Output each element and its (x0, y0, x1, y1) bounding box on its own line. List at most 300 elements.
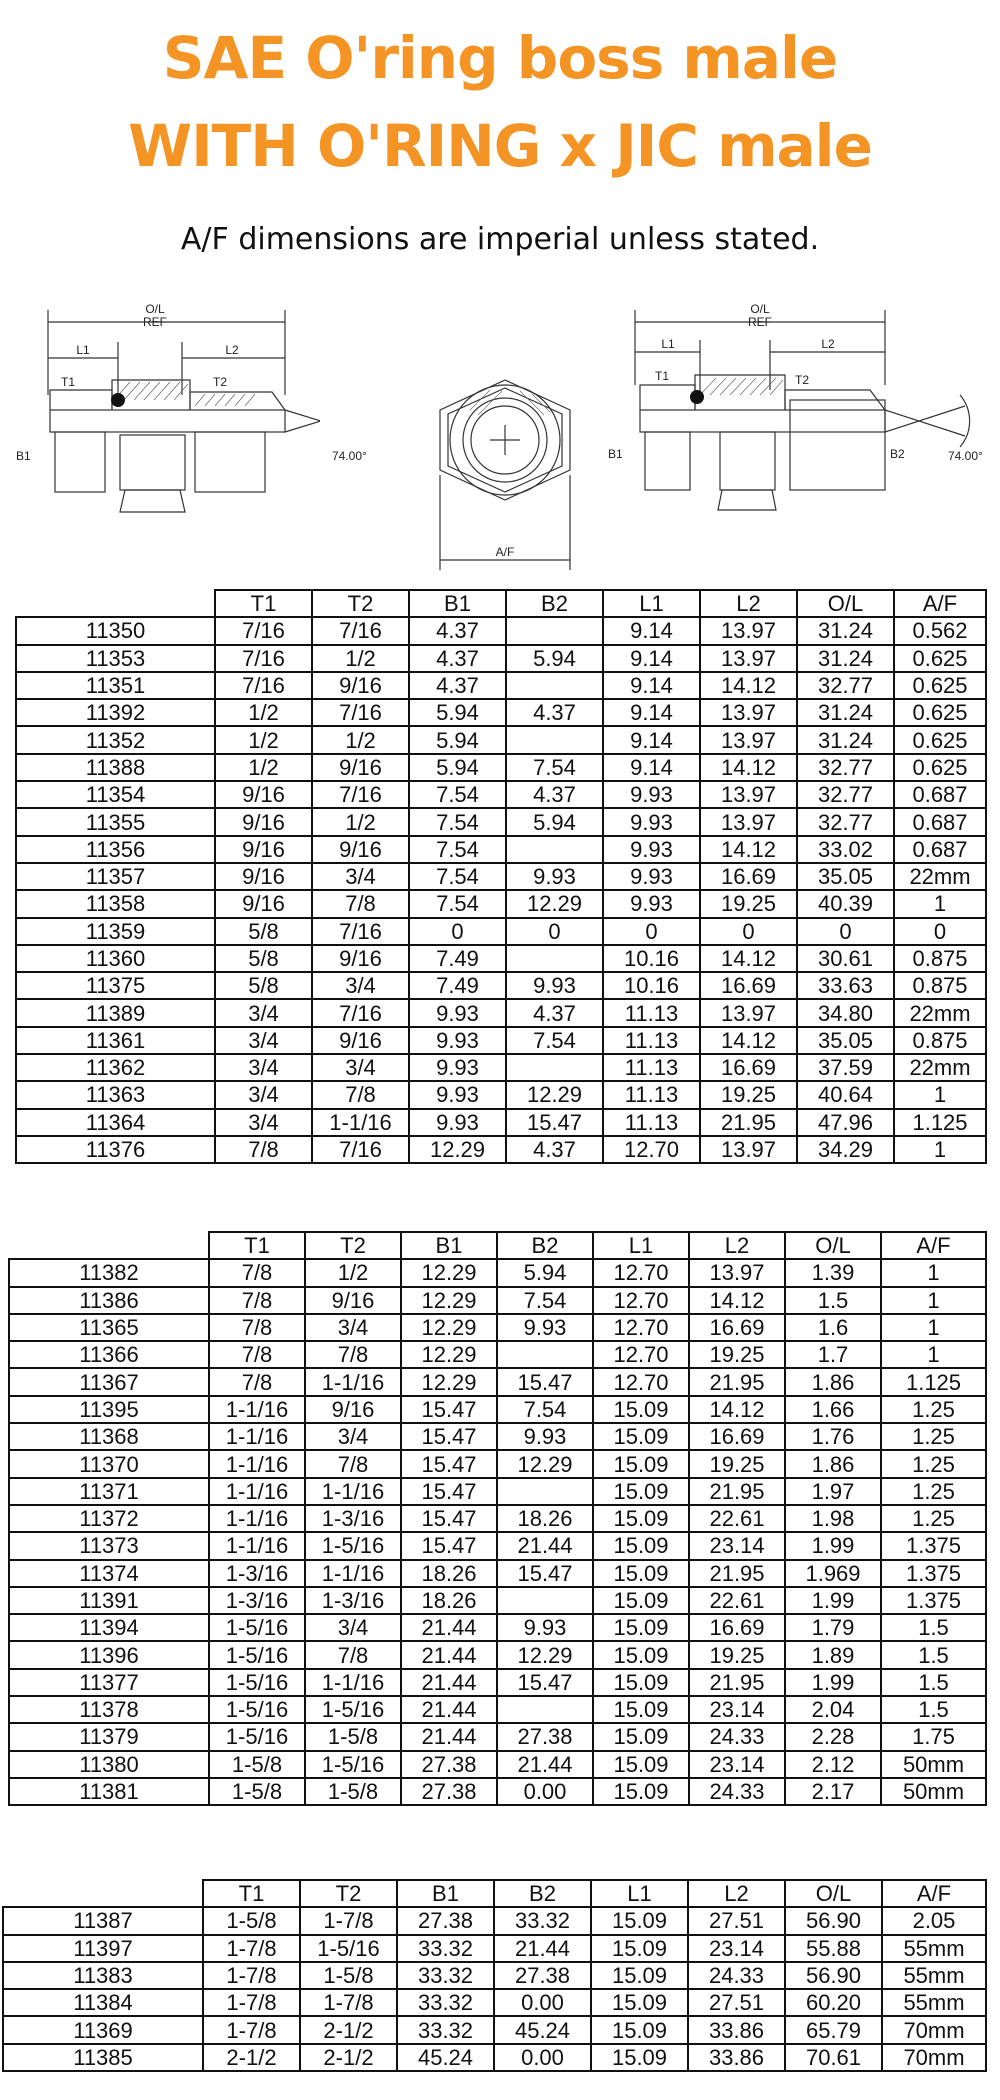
table-cell: 9.14 (603, 754, 700, 781)
table-cell: 0.00 (497, 1778, 593, 1805)
table-cell: 7.54 (409, 781, 506, 808)
part-number-cell: 11369 (3, 2016, 203, 2043)
table-cell: 2.28 (785, 1723, 881, 1750)
table-cell: 0 (409, 918, 506, 945)
table-cell: 3/4 (305, 1614, 401, 1641)
table-cell: 70mm (882, 2016, 986, 2043)
table-cell: 15.47 (497, 1669, 593, 1696)
part-number-cell: 11379 (9, 1723, 209, 1750)
part-number-cell: 11383 (3, 1962, 203, 1989)
table-cell: 5.94 (497, 1259, 593, 1286)
table-cell: 33.32 (397, 1935, 494, 1962)
table-row (16, 945, 986, 972)
table-cell: 16.69 (689, 1314, 785, 1341)
diag1-l1-label: L1 (76, 343, 90, 357)
table-cell: 0 (894, 918, 986, 945)
diag1-b1-label: B1 (16, 449, 31, 463)
table-cell: 15.09 (593, 1505, 689, 1532)
part-number-cell: 11362 (16, 1054, 215, 1081)
table-cell: 15.09 (593, 1423, 689, 1450)
table-cell: 1-3/16 (305, 1587, 401, 1614)
table-cell: 11.13 (603, 1027, 700, 1054)
table-cell: 23.14 (689, 1532, 785, 1559)
table-cell: 5/8 (215, 945, 312, 972)
part-number-cell: 11350 (16, 617, 215, 644)
table-cell: 1-5/16 (300, 1935, 397, 1962)
table-cell: 1-1/16 (305, 1478, 401, 1505)
table-cell (497, 1696, 593, 1723)
table-cell: 37.59 (797, 1054, 894, 1081)
table-cell: 33.63 (797, 972, 894, 999)
table-row (16, 918, 986, 945)
table-cell: 15.47 (401, 1478, 497, 1505)
part-number-cell: 11366 (9, 1341, 209, 1368)
part-number-cell: 11368 (9, 1423, 209, 1450)
table-cell: 33.32 (397, 2016, 494, 2043)
part-number-cell: 11397 (3, 1935, 203, 1962)
table-cell: 19.25 (689, 1341, 785, 1368)
table-cell: 7/16 (312, 1136, 409, 1163)
table-cell: 1.75 (881, 1723, 986, 1750)
table-cell: 7.54 (409, 863, 506, 890)
table-cell: 0.625 (894, 672, 986, 699)
part-number-cell: 11373 (9, 1532, 209, 1559)
table-cell: 1.25 (881, 1396, 986, 1423)
table-cell: 15.09 (591, 1989, 688, 2016)
table-cell: 9.93 (409, 1109, 506, 1136)
part-number-cell: 11358 (16, 890, 215, 917)
table-cell: 1-5/8 (203, 1907, 300, 1934)
table-row (16, 808, 986, 835)
table-cell: 16.69 (689, 1614, 785, 1641)
table-cell: 7/16 (312, 617, 409, 644)
part-number-cell: 11355 (16, 808, 215, 835)
table-cell: 1/2 (312, 808, 409, 835)
table-cell: 3/4 (312, 863, 409, 890)
table-cell: 14.12 (689, 1287, 785, 1314)
table-cell: 23.14 (689, 1751, 785, 1778)
table-cell: 1.39 (785, 1259, 881, 1286)
table-cell: 1.375 (881, 1532, 986, 1559)
table-cell: 15.09 (593, 1532, 689, 1559)
table-cell: 9.14 (603, 672, 700, 699)
table-cell: 11.13 (603, 1054, 700, 1081)
table-cell: 13.97 (700, 645, 797, 672)
table-cell: 9.93 (497, 1314, 593, 1341)
table-cell: 12.29 (401, 1259, 497, 1286)
table-cell: 22.61 (689, 1587, 785, 1614)
title-line-1: SAE O'ring boss male (162, 24, 838, 92)
table-cell: 4.37 (506, 1136, 603, 1163)
column-header: T1 (203, 1880, 300, 1907)
table-cell: 1-5/16 (209, 1614, 305, 1641)
table-cell: 0.625 (894, 645, 986, 672)
table-cell: 1.5 (881, 1696, 986, 1723)
table-cell: 35.05 (797, 1027, 894, 1054)
part-number-cell: 11365 (9, 1314, 209, 1341)
table-cell: 15.09 (593, 1723, 689, 1750)
column-header: B2 (494, 1880, 591, 1907)
table-cell: 1.969 (785, 1560, 881, 1587)
table-cell: 0 (506, 918, 603, 945)
table-cell: 1-5/8 (305, 1723, 401, 1750)
table-cell (497, 1341, 593, 1368)
table-cell: 9.93 (497, 1614, 593, 1641)
table-cell: 70.61 (785, 2044, 882, 2071)
table-row (3, 1962, 986, 1989)
column-header: T2 (305, 1232, 401, 1259)
table-cell: 1.7 (785, 1341, 881, 1368)
diag3-l1-label: L1 (661, 337, 675, 351)
table-cell: 15.47 (401, 1505, 497, 1532)
column-header: L2 (688, 1880, 785, 1907)
table-cell: 2-1/2 (300, 2016, 397, 2043)
table-row (16, 699, 986, 726)
table-cell: 15.09 (591, 1962, 688, 1989)
table-cell: 2-1/2 (203, 2044, 300, 2071)
table-cell: 1-7/8 (203, 1935, 300, 1962)
part-number-cell: 11351 (16, 672, 215, 699)
part-number-cell: 11377 (9, 1669, 209, 1696)
part-number-cell: 11384 (3, 1989, 203, 2016)
table-row (16, 754, 986, 781)
table-cell: 21.95 (700, 1109, 797, 1136)
table-cell: 33.86 (688, 2016, 785, 2043)
table-row (16, 863, 986, 890)
table-cell: 1.99 (785, 1532, 881, 1559)
diag1-angle-label: 74.00° (332, 449, 367, 463)
table-cell: 21.44 (401, 1696, 497, 1723)
table-cell: 1/2 (215, 726, 312, 753)
table-cell (506, 726, 603, 753)
table-cell: 12.29 (401, 1341, 497, 1368)
table-cell: 7.54 (506, 1027, 603, 1054)
table-cell: 0.687 (894, 836, 986, 863)
table-cell: 9.14 (603, 726, 700, 753)
table-cell: 9.14 (603, 617, 700, 644)
table-cell: 21.44 (401, 1669, 497, 1696)
table-cell: 33.32 (397, 1962, 494, 1989)
table-cell: 18.26 (497, 1505, 593, 1532)
part-number-cell: 11385 (3, 2044, 203, 2071)
table-cell: 27.38 (401, 1751, 497, 1778)
table-cell: 33.86 (688, 2044, 785, 2071)
table-cell (497, 1587, 593, 1614)
table-cell: 31.24 (797, 699, 894, 726)
table-row (16, 1054, 986, 1081)
column-header: T2 (312, 590, 409, 617)
part-number-cell: 11392 (16, 699, 215, 726)
table-cell: 9/16 (312, 754, 409, 781)
table-cell: 22.61 (689, 1505, 785, 1532)
table-cell: 14.12 (689, 1396, 785, 1423)
table-cell: 1/2 (305, 1259, 401, 1286)
part-number-cell: 11361 (16, 1027, 215, 1054)
table-cell: 3/4 (305, 1423, 401, 1450)
table-cell: 1-5/16 (305, 1751, 401, 1778)
header-corner-cell (9, 1232, 209, 1259)
table-cell: 1-5/16 (209, 1723, 305, 1750)
table-cell: 1 (894, 890, 986, 917)
angle-annotation-1 (290, 300, 400, 570)
table-header-row (9, 1232, 986, 1259)
dimensions-table-1 (15, 589, 987, 1164)
table-row (9, 1723, 986, 1750)
table-row (16, 617, 986, 644)
table-cell: 15.47 (401, 1532, 497, 1559)
table-cell: 1-5/8 (300, 1962, 397, 1989)
table-cell: 3/4 (215, 1109, 312, 1136)
table-cell: 1.98 (785, 1505, 881, 1532)
table-row (16, 645, 986, 672)
part-number-cell: 11364 (16, 1109, 215, 1136)
table-cell: 1-7/8 (203, 1989, 300, 2016)
table-cell: 7.54 (409, 836, 506, 863)
table-row (9, 1423, 986, 1450)
diag1-t1-label: T1 (60, 375, 76, 389)
table-cell: 9.93 (506, 972, 603, 999)
table-cell: 65.79 (785, 2016, 882, 2043)
table-cell: 60.20 (785, 1989, 882, 2016)
table-cell: 15.47 (497, 1368, 593, 1395)
table-cell: 1-1/16 (209, 1478, 305, 1505)
table-cell: 1-1/16 (305, 1368, 401, 1395)
table-cell: 4.37 (506, 781, 603, 808)
table-cell: 3/4 (215, 1027, 312, 1054)
table-cell: 12.70 (603, 1136, 700, 1163)
table-cell: 15.09 (591, 2044, 688, 2071)
table-cell: 5.94 (409, 754, 506, 781)
table-cell: 10.16 (603, 945, 700, 972)
table-cell: 3/4 (312, 972, 409, 999)
table-cell: 55mm (882, 1962, 986, 1989)
table-cell: 0.00 (494, 2044, 591, 2071)
diag1-ol-label: O/L (145, 302, 165, 316)
table-cell: 16.69 (700, 972, 797, 999)
table-cell: 15.47 (401, 1423, 497, 1450)
table-cell: 1-3/16 (209, 1587, 305, 1614)
part-number-cell: 11371 (9, 1478, 209, 1505)
table-cell: 45.24 (397, 2044, 494, 2071)
table-cell: 4.37 (409, 617, 506, 644)
column-header: B2 (497, 1232, 593, 1259)
column-header: L2 (689, 1232, 785, 1259)
table-cell: 31.24 (797, 617, 894, 644)
table-cell: 33.32 (494, 1907, 591, 1934)
table-cell: 1-1/16 (305, 1560, 401, 1587)
table-row (16, 672, 986, 699)
table-row (16, 1136, 986, 1163)
table-row (9, 1641, 986, 1668)
column-header: B2 (506, 590, 603, 617)
table-row (3, 2044, 986, 2071)
table-cell: 1-5/16 (209, 1696, 305, 1723)
table-cell: 4.37 (409, 672, 506, 699)
table-cell (506, 945, 603, 972)
table-cell: 19.25 (700, 890, 797, 917)
table-cell: 70mm (882, 2044, 986, 2071)
part-number-cell: 11382 (9, 1259, 209, 1286)
table-cell: 15.09 (593, 1669, 689, 1696)
table-cell: 9/16 (215, 890, 312, 917)
table-cell: 45.24 (494, 2016, 591, 2043)
table-row (9, 1505, 986, 1532)
table-row (9, 1287, 986, 1314)
table-cell: 5.94 (506, 645, 603, 672)
table-cell: 1.25 (881, 1450, 986, 1477)
diag3-angle-label: 74.00° (948, 449, 983, 463)
table-row (9, 1341, 986, 1368)
table-cell: 9.14 (603, 645, 700, 672)
table-cell: 11.13 (603, 1109, 700, 1136)
part-number-cell: 11380 (9, 1751, 209, 1778)
part-number-cell: 11360 (16, 945, 215, 972)
table-cell: 21.95 (689, 1368, 785, 1395)
column-header: T1 (215, 590, 312, 617)
table-cell: 2.17 (785, 1778, 881, 1805)
table-cell: 7/8 (209, 1287, 305, 1314)
table-cell (506, 617, 603, 644)
table-cell: 2.04 (785, 1696, 881, 1723)
table-row (9, 1396, 986, 1423)
table-cell: 1.6 (785, 1314, 881, 1341)
table-cell: 7/8 (305, 1341, 401, 1368)
column-header: L1 (591, 1880, 688, 1907)
table-cell: 9.93 (409, 1054, 506, 1081)
table-cell: 9/16 (215, 836, 312, 863)
table-cell: 1.97 (785, 1478, 881, 1505)
dimensions-table-2 (8, 1231, 987, 1806)
table-cell: 1 (881, 1314, 986, 1341)
diag2-af-label: A/F (495, 545, 515, 559)
table-row (3, 1907, 986, 1934)
table-cell: 18.26 (401, 1560, 497, 1587)
part-number-cell: 11357 (16, 863, 215, 890)
table-cell: 24.33 (689, 1723, 785, 1750)
table-cell: 0.625 (894, 699, 986, 726)
table-cell: 9/16 (215, 781, 312, 808)
column-header: L2 (700, 590, 797, 617)
table-cell: 15.09 (593, 1614, 689, 1641)
part-number-cell: 11359 (16, 918, 215, 945)
table-cell: 1.5 (881, 1669, 986, 1696)
hex-end-view-diagram (420, 300, 590, 570)
table-cell: 24.33 (688, 1962, 785, 1989)
table-cell: 18.26 (401, 1587, 497, 1614)
part-number-cell: 11375 (16, 972, 215, 999)
part-number-cell: 11352 (16, 726, 215, 753)
table-cell: 33.02 (797, 836, 894, 863)
table-cell: 12.70 (593, 1287, 689, 1314)
table-row (16, 999, 986, 1026)
column-header: O/L (797, 590, 894, 617)
table-row (9, 1587, 986, 1614)
table-cell: 1-1/16 (209, 1532, 305, 1559)
table-cell: 27.38 (497, 1723, 593, 1750)
diag3-b1-label: B1 (608, 447, 623, 461)
fitting-side-view-diagram-2 (600, 300, 1000, 570)
table-cell: 1-1/16 (209, 1423, 305, 1450)
column-header: A/F (882, 1880, 986, 1907)
table-cell: 32.77 (797, 781, 894, 808)
table-cell: 13.97 (689, 1259, 785, 1286)
part-number-cell: 11367 (9, 1368, 209, 1395)
table-cell: 5.94 (506, 808, 603, 835)
part-number-cell: 11372 (9, 1505, 209, 1532)
table-cell: 21.95 (689, 1669, 785, 1696)
table-cell: 1/2 (215, 754, 312, 781)
table-cell: 19.25 (700, 1081, 797, 1108)
table-row (9, 1478, 986, 1505)
table-cell: 27.51 (688, 1989, 785, 2016)
table-cell: 1 (881, 1259, 986, 1286)
table-cell: 9/16 (305, 1396, 401, 1423)
table-cell: 15.47 (401, 1396, 497, 1423)
table-cell: 12.29 (401, 1314, 497, 1341)
table-cell: 1.99 (785, 1669, 881, 1696)
table-cell: 55.88 (785, 1935, 882, 1962)
table-cell: 32.77 (797, 808, 894, 835)
table-cell: 1.125 (894, 1109, 986, 1136)
table-cell: 9/16 (312, 945, 409, 972)
table-cell (506, 836, 603, 863)
part-number-cell: 11381 (9, 1778, 209, 1805)
table-cell: 9/16 (312, 1027, 409, 1054)
table-cell: 0.875 (894, 1027, 986, 1054)
table-cell: 5/8 (215, 918, 312, 945)
table-cell: 0.875 (894, 972, 986, 999)
table-cell: 1.89 (785, 1641, 881, 1668)
table-row (16, 972, 986, 999)
table-cell: 13.97 (700, 1136, 797, 1163)
part-number-cell: 11387 (3, 1907, 203, 1934)
table-cell: 1/2 (312, 645, 409, 672)
dimensions-table-3 (2, 1879, 987, 2072)
table-cell: 15.09 (593, 1396, 689, 1423)
table-cell: 9.93 (409, 999, 506, 1026)
table-row (3, 2016, 986, 2043)
table-cell: 27.38 (397, 1907, 494, 1934)
table-cell: 4.37 (409, 645, 506, 672)
table-cell: 23.14 (689, 1696, 785, 1723)
table-row (9, 1532, 986, 1559)
table-cell: 15.47 (506, 1109, 603, 1136)
table-cell: 1-5/16 (209, 1641, 305, 1668)
table-cell: 21.44 (497, 1532, 593, 1559)
part-number-cell: 11391 (9, 1587, 209, 1614)
table-cell: 13.97 (700, 999, 797, 1026)
table-cell: 4.37 (506, 699, 603, 726)
column-header: T2 (300, 1880, 397, 1907)
column-header: B1 (397, 1880, 494, 1907)
table-cell: 1.86 (785, 1368, 881, 1395)
table-cell: 1.99 (785, 1587, 881, 1614)
table-cell: 15.09 (593, 1450, 689, 1477)
table-cell: 31.24 (797, 645, 894, 672)
table-cell: 0.687 (894, 781, 986, 808)
table-row (9, 1560, 986, 1587)
table-cell: 9.14 (603, 699, 700, 726)
table-cell: 32.77 (797, 754, 894, 781)
table-cell: 15.09 (591, 1935, 688, 1962)
table-cell: 15.09 (593, 1587, 689, 1614)
table-cell: 1 (881, 1287, 986, 1314)
table-cell: 2.05 (882, 1907, 986, 1934)
fitting-side-view-diagram (10, 300, 320, 570)
column-header: A/F (894, 590, 986, 617)
table-cell: 15.09 (591, 2016, 688, 2043)
table-cell: 7/16 (312, 918, 409, 945)
